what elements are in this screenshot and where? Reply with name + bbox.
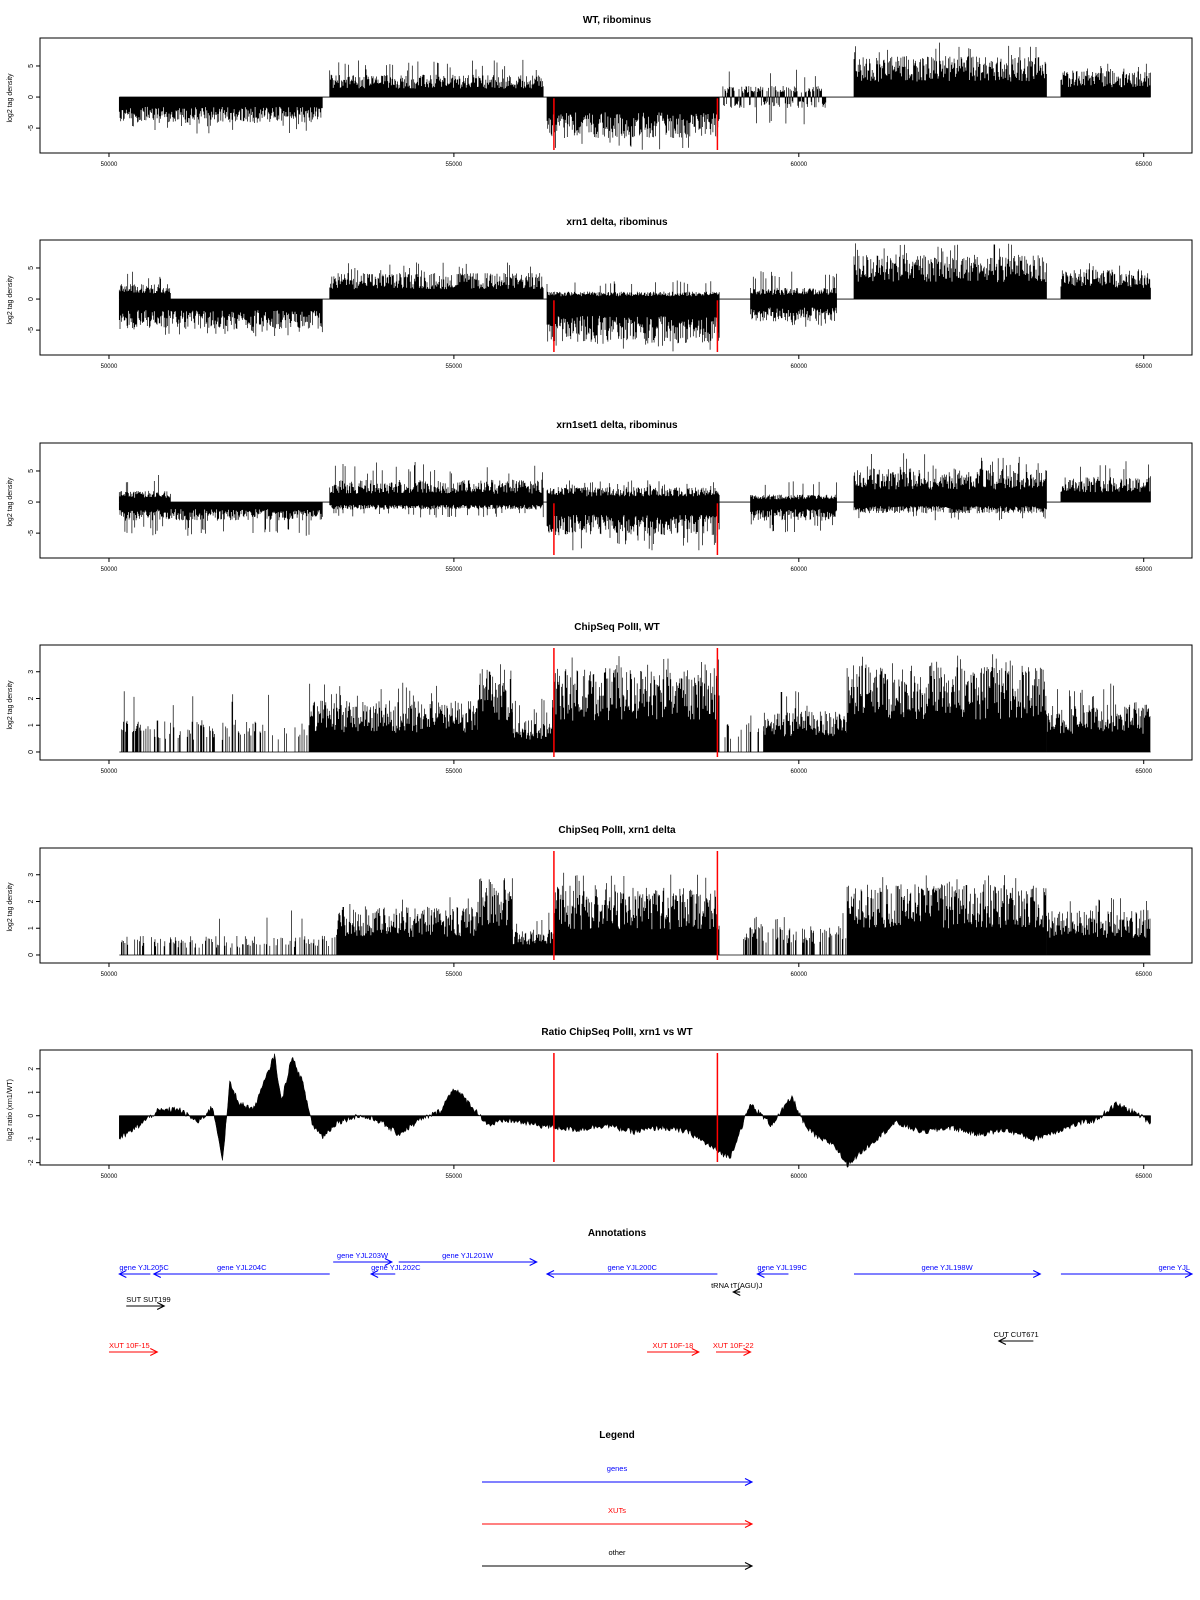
annotation-label: SUT SUT199 xyxy=(126,1295,171,1304)
data-bar-group xyxy=(751,271,837,299)
y-tick-label: 5 xyxy=(28,64,35,68)
data-series xyxy=(119,299,322,336)
data-series xyxy=(1061,461,1151,502)
data-bar-group xyxy=(854,243,1047,299)
x-tick-label: 65000 xyxy=(1135,162,1153,168)
y-tick-label: 0 xyxy=(28,500,35,505)
annotation-track xyxy=(109,1251,1192,1356)
data-series xyxy=(744,913,846,955)
data-series xyxy=(119,475,170,502)
data-series xyxy=(854,453,1047,502)
y-axis-label: log2 tag density xyxy=(7,680,14,730)
annotation-label: gene YJL200C xyxy=(607,1263,657,1272)
data-bar-group xyxy=(554,873,719,955)
data-bar-group xyxy=(744,913,846,955)
annotation-label: XUT 10F-18 xyxy=(652,1341,694,1350)
x-tick-label: 55000 xyxy=(445,567,463,573)
data-bar-group xyxy=(1061,263,1151,299)
panel-xrn1-ribominus xyxy=(28,240,1192,370)
data-series xyxy=(309,683,478,752)
x-tick-label: 60000 xyxy=(790,162,808,168)
x-tick-label: 60000 xyxy=(790,567,808,573)
data-series xyxy=(854,243,1047,299)
annotation-feature xyxy=(854,1263,1040,1278)
y-axis-label: log2 ratio (xrn1/WT) xyxy=(7,1079,14,1141)
annotation-feature xyxy=(1061,1263,1192,1278)
annotation-label: tRNA tT(AGU)J xyxy=(711,1281,763,1290)
data-bar-group xyxy=(854,502,1047,520)
legend-label: genes xyxy=(606,1464,628,1473)
x-tick-label: 55000 xyxy=(445,1174,463,1180)
data-series xyxy=(854,502,1047,520)
data-bar-group xyxy=(513,699,554,752)
y-tick-label: 0 xyxy=(28,953,35,957)
x-tick-label: 65000 xyxy=(1135,567,1153,573)
panel-ratio xyxy=(28,1050,1192,1180)
data-bar-group xyxy=(121,691,307,752)
data-series xyxy=(725,716,764,753)
data-series xyxy=(764,691,847,752)
data-bar-group xyxy=(309,683,478,752)
data-bar-group xyxy=(337,897,478,955)
data-bar-group xyxy=(847,875,1047,955)
data-series xyxy=(751,299,837,327)
x-tick-label: 50000 xyxy=(100,1174,118,1180)
plot-frame xyxy=(40,1050,1192,1165)
panel-title: xrn1 delta, ribominus xyxy=(566,217,668,228)
x-tick-label: 50000 xyxy=(100,769,118,775)
data-series xyxy=(1047,898,1150,955)
legend-item xyxy=(482,1464,752,1486)
data-series xyxy=(554,656,719,752)
data-bar-group xyxy=(1061,461,1151,502)
x-tick-label: 55000 xyxy=(445,972,463,978)
data-series xyxy=(847,875,1047,955)
annotation-label: gene YJL204C xyxy=(217,1263,267,1272)
data-series xyxy=(751,271,837,299)
y-axis-label: log2 tag density xyxy=(7,477,14,527)
annotation-feature xyxy=(993,1330,1038,1345)
data-bar-group xyxy=(847,654,1047,752)
data-series xyxy=(1047,684,1150,752)
data-series xyxy=(119,1054,1150,1168)
x-tick-label: 65000 xyxy=(1135,1174,1153,1180)
data-bar-group xyxy=(554,656,719,752)
legend-label: other xyxy=(608,1548,626,1557)
data-bar-group xyxy=(330,502,544,517)
annotation-feature xyxy=(119,1263,169,1278)
data-bar-group xyxy=(119,97,322,133)
annotation-feature xyxy=(371,1263,421,1278)
data-bar-group xyxy=(547,281,719,300)
data-area xyxy=(119,1054,1150,1168)
data-series xyxy=(847,654,1047,752)
data-bar-group xyxy=(330,60,544,97)
panel-title: ChipSeq PolII, xrn1 delta xyxy=(558,825,676,836)
panel-chipseq-xrn1 xyxy=(28,848,1192,978)
annotation-label: gene YJL199C xyxy=(757,1263,807,1272)
data-bar-group xyxy=(119,272,170,299)
annotation-label: gene YJL xyxy=(1158,1263,1190,1272)
data-series xyxy=(513,699,554,752)
data-bar-group xyxy=(1047,684,1150,752)
data-series xyxy=(119,272,170,299)
data-bar-group xyxy=(330,462,544,502)
data-bar-group xyxy=(478,664,512,752)
x-tick-label: 55000 xyxy=(445,769,463,775)
x-tick-label: 60000 xyxy=(790,1174,808,1180)
data-series xyxy=(1061,64,1151,97)
y-axis-label: log2 tag density xyxy=(7,73,14,123)
annotation-label: gene YJL205C xyxy=(119,1263,169,1272)
annotation-label: XUT 10F-22 xyxy=(712,1341,754,1350)
data-series xyxy=(547,299,719,351)
data-bar-group xyxy=(854,43,1047,98)
data-series xyxy=(547,502,719,550)
y-tick-label: 5 xyxy=(28,266,35,270)
annotation-feature xyxy=(126,1295,170,1310)
y-tick-label: 0 xyxy=(28,750,35,754)
data-bar-group xyxy=(119,502,322,536)
data-bar-group xyxy=(547,480,719,502)
data-series xyxy=(478,664,512,752)
data-series xyxy=(1061,263,1151,299)
data-bar-group xyxy=(119,299,322,336)
panel-title: Ratio ChipSeq PolII, xrn1 vs WT xyxy=(541,1027,693,1038)
annotation-label: CUT CUT671 xyxy=(993,1330,1039,1339)
y-axis-label: log2 tag density xyxy=(7,275,14,325)
data-series xyxy=(330,462,544,502)
data-series xyxy=(547,97,719,150)
data-series xyxy=(751,502,837,532)
y-tick-label: -5 xyxy=(28,327,35,334)
data-bar-group xyxy=(121,911,335,956)
data-bar-group xyxy=(513,913,554,955)
annotation-label: gene YJL202C xyxy=(371,1263,421,1272)
x-tick-label: 55000 xyxy=(445,162,463,168)
y-tick-label: 2 xyxy=(28,899,35,904)
y-tick-label: 1 xyxy=(28,926,35,931)
data-series xyxy=(854,43,1047,98)
annotation-label: gene YJL198W xyxy=(921,1263,973,1272)
data-series xyxy=(121,911,335,956)
annotation-feature xyxy=(711,1281,763,1296)
y-tick-label: 0 xyxy=(28,1113,35,1118)
data-series xyxy=(547,281,719,300)
x-tick-label: 55000 xyxy=(445,364,463,370)
annotations-title: Annotations xyxy=(587,1228,647,1239)
y-tick-label: -5 xyxy=(28,125,35,132)
legend-item xyxy=(482,1506,752,1528)
data-series xyxy=(330,263,544,300)
annotation-feature xyxy=(154,1263,330,1278)
panel-xrn1set1-ribominus xyxy=(28,443,1192,573)
data-series xyxy=(513,913,554,955)
y-tick-label: 0 xyxy=(28,297,35,302)
y-tick-label: 0 xyxy=(28,95,35,100)
annotation-label: gene YJL203W xyxy=(336,1251,389,1260)
y-tick-label: 1 xyxy=(28,1090,35,1095)
data-bar-group xyxy=(751,299,837,327)
x-tick-label: 50000 xyxy=(100,162,118,168)
y-tick-label: 3 xyxy=(28,872,35,877)
legend-label: XUTs xyxy=(608,1506,626,1515)
x-tick-label: 60000 xyxy=(790,972,808,978)
y-tick-label: 1 xyxy=(28,723,35,728)
annotation-label: XUT 10F-15 xyxy=(108,1341,150,1350)
annotation-label: gene YJL201W xyxy=(442,1251,494,1260)
data-series xyxy=(119,502,322,536)
data-bar-group xyxy=(547,502,719,550)
y-tick-label: 3 xyxy=(28,669,35,674)
annotation-feature xyxy=(713,1341,754,1356)
data-bar-group xyxy=(1061,64,1151,97)
annotation-feature xyxy=(647,1341,699,1356)
data-series xyxy=(330,502,544,517)
panel-wt-ribominus xyxy=(28,38,1192,168)
legend-item xyxy=(482,1548,752,1570)
y-tick-label: 2 xyxy=(28,1066,35,1071)
data-series xyxy=(554,873,719,955)
y-tick-label: -2 xyxy=(28,1159,35,1166)
data-bar-group xyxy=(547,97,719,150)
data-bar-group xyxy=(478,878,512,955)
x-tick-label: 60000 xyxy=(790,364,808,370)
x-tick-label: 65000 xyxy=(1135,769,1153,775)
x-tick-label: 60000 xyxy=(790,769,808,775)
data-series xyxy=(478,878,512,955)
annotation-feature xyxy=(547,1263,717,1278)
panel-title: ChipSeq PolII, WT xyxy=(574,622,660,633)
data-series xyxy=(751,481,837,502)
data-bar-group xyxy=(547,299,719,351)
data-series xyxy=(547,480,719,502)
y-tick-label: -1 xyxy=(28,1136,35,1143)
panel-chipseq-wt xyxy=(28,645,1192,775)
data-bar-group xyxy=(751,481,837,502)
data-series xyxy=(119,97,322,133)
y-tick-label: -5 xyxy=(28,530,35,537)
legend-title: Legend xyxy=(599,1430,635,1441)
annotation-feature xyxy=(757,1263,807,1278)
y-tick-label: 5 xyxy=(28,469,35,473)
x-tick-label: 65000 xyxy=(1135,364,1153,370)
legend xyxy=(482,1464,752,1570)
data-bar-group xyxy=(764,691,847,752)
x-tick-label: 50000 xyxy=(100,364,118,370)
panel-title: WT, ribominus xyxy=(582,15,652,26)
x-tick-label: 50000 xyxy=(100,567,118,573)
panel-title: xrn1set1 delta, ribominus xyxy=(556,420,678,431)
x-tick-label: 50000 xyxy=(100,972,118,978)
data-bar-group xyxy=(854,453,1047,502)
data-bar-group xyxy=(1047,898,1150,955)
y-tick-label: 2 xyxy=(28,696,35,701)
data-bar-group xyxy=(751,502,837,532)
y-axis-label: log2 tag density xyxy=(7,882,14,932)
data-bar-group xyxy=(725,716,764,753)
data-bar-group xyxy=(119,475,170,502)
x-tick-label: 65000 xyxy=(1135,972,1153,978)
data-series xyxy=(121,691,307,752)
data-series xyxy=(330,60,544,97)
annotation-feature xyxy=(109,1341,157,1356)
data-bar-group xyxy=(330,263,544,300)
data-series xyxy=(337,897,478,955)
